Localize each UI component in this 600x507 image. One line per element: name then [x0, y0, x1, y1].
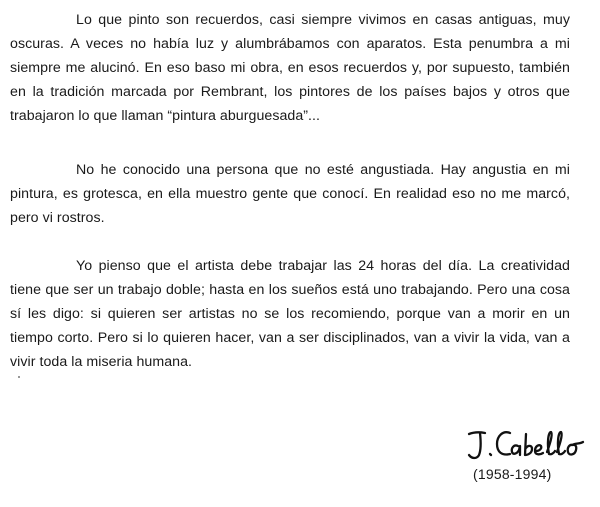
paragraph-artista: Yo pienso que el artista debe trabajar las 24 horas del día. La creatividad tiene que ser un trabajo doble; hasta en los sueños está uno trabajando. Pero una cosa sí les digo: si quieren ser artistas no se los recomiendo, porque van a morir en un tiempo corto. Pero si lo quieren hacer, van a ser disciplinados, van a vivir la vida, van a vivir toda la miseria humana.	[10, 258, 570, 370]
handwritten-signature	[465, 424, 595, 464]
paragraph-recuerdos: Lo que pinto son recuerdos, casi siempre vivimos en casas antiguas, muy oscuras. A veces no había luz y alumbrábamos con aparatos. Esta penumbra a mi siempre me alucinó. En eso baso mi obra, en esos recuerdos y, por supuesto, también en la tradición marcada por Rembrant, los pintores de los países bajos y otros que trabajaron lo que llaman “pintura aburguesada”...	[10, 12, 570, 124]
scan-speck	[18, 376, 20, 378]
paragraph-angustia: No he conocido una persona que no esté angustiada. Hay angustia en mi pintura, es grotesca, en ella muestro gente que conocí. En realidad eso no me marcó, pero vi rostros.	[10, 162, 570, 226]
life-dates: (1958-1994)	[473, 466, 552, 482]
